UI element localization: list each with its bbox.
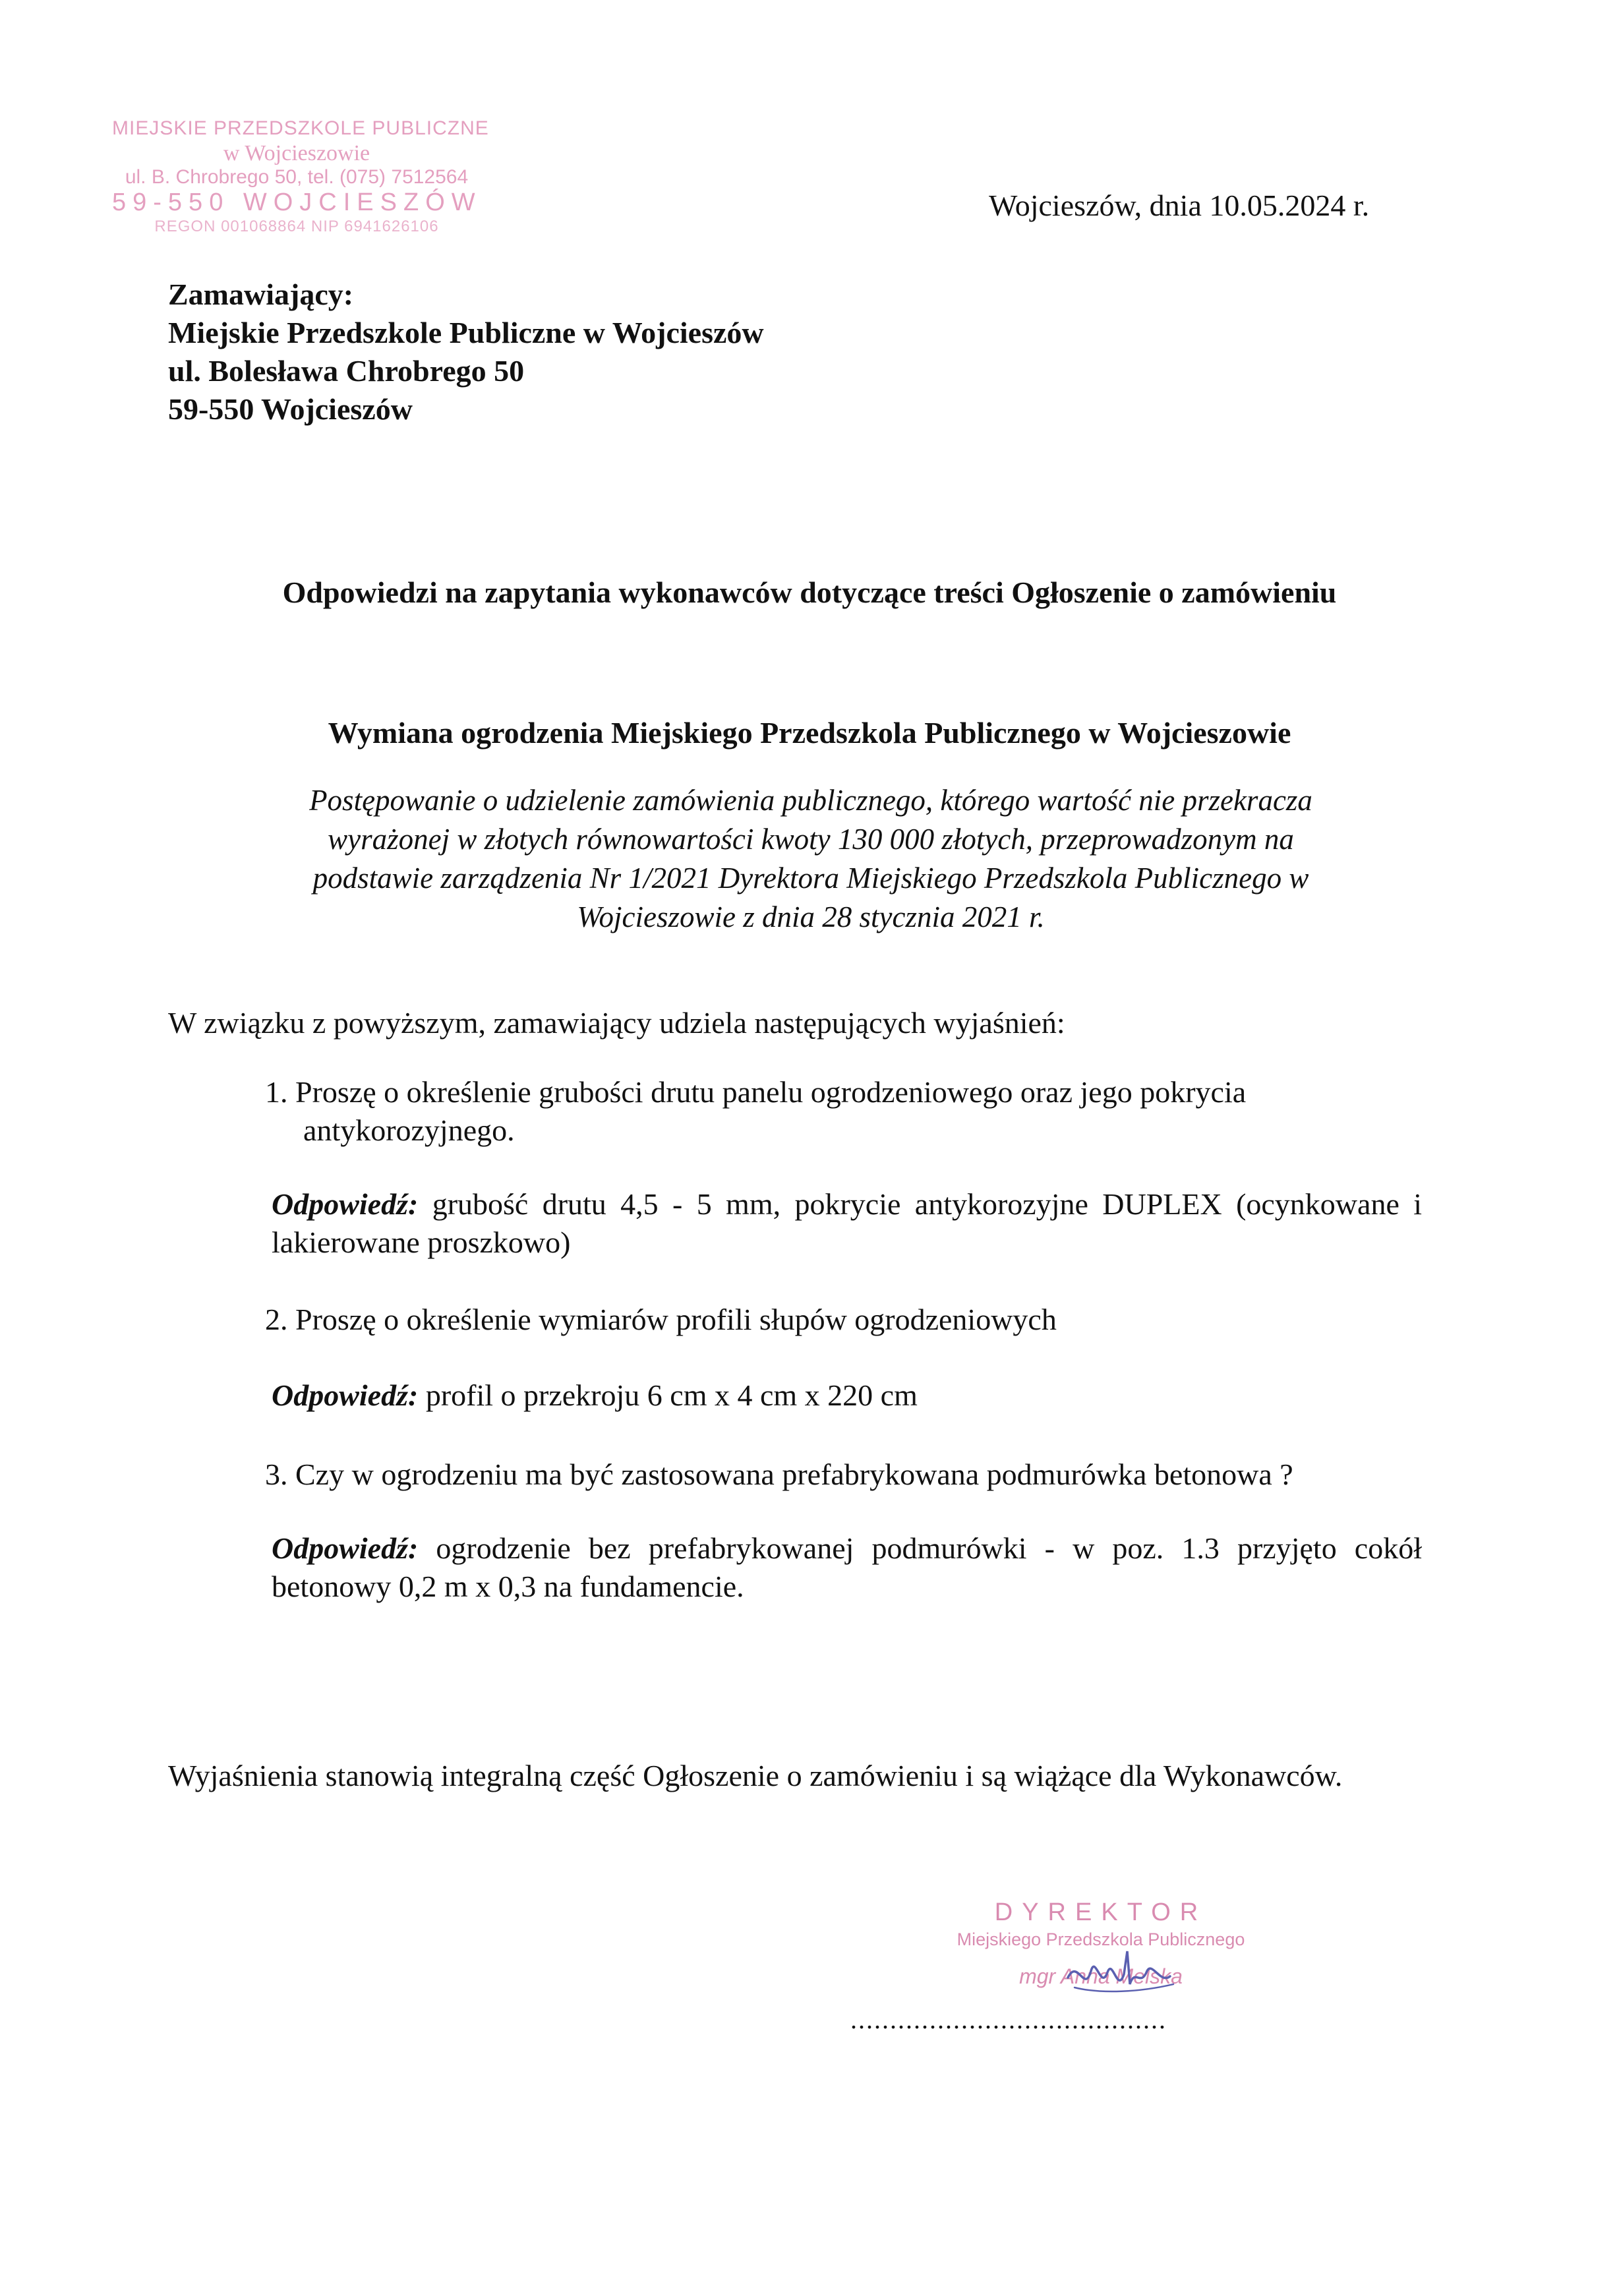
procedure-line: Postępowanie o udzielenie zamówienia publicznego, którego wartość nie przekracza	[309, 784, 1312, 817]
answer-1	[272, 1185, 1422, 1262]
answer-2	[272, 1376, 1422, 1415]
buyer-block	[168, 276, 764, 428]
director-title: DYREKTOR	[994, 1899, 1208, 1926]
procedure-line: Wojcieszowie z dnia 28 stycznia 2021 r.	[577, 900, 1045, 933]
director-name: mgr Anna Melska	[1019, 1964, 1183, 1988]
handwritten-signature	[1061, 1931, 1193, 2011]
signature-line: ........................................	[850, 2005, 1167, 2034]
answer-label: Odpowiedź:	[272, 1531, 419, 1565]
document-heading: Odpowiedzi na zapytania wykonawców dotyczące treści Ogłoszenie o zamówieniu	[282, 575, 1337, 609]
buyer-city: 59-550 Wojcieszów	[168, 392, 413, 426]
procurement-subject: Wymiana ogrodzenia Miejskiego Przedszkola Publicznego w Wojcieszowie	[328, 716, 1291, 750]
question-text: 1. Proszę o określenie grubości drutu panelu ogrodzeniowego oraz jego pokrycia	[265, 1075, 1247, 1109]
buyer-label: Zamawiający:	[168, 278, 354, 311]
answer-text: grubość drutu 4,5 - 5 mm, pokrycie antykorozyjne DUPLEX (ocynkowane i lakierowane proszkowo)	[272, 1187, 1422, 1259]
answer-3	[272, 1529, 1422, 1606]
buyer-street: ul. Bolesława Chrobrego 50	[168, 354, 525, 388]
question-text-cont: antykorozyjnego.	[303, 1113, 515, 1147]
procedure-line: wyrażonej w złotych równowartości kwoty 130 000 złotych, przeprowadzonym na	[328, 823, 1294, 856]
answer-text: ogrodzenie bez prefabrykowanej podmurówki - w poz. 1.3 przyjęto cokół betonowy 0,2 m x 0,3 na fundamencie.	[272, 1531, 1422, 1603]
stamp-line: 59-550 WOJCIESZÓW	[112, 189, 482, 217]
stamp-line: MIEJSKIE PRZEDSZKOLE PUBLICZNE	[112, 117, 489, 139]
answer-label: Odpowiedź:	[272, 1378, 419, 1412]
answer-label: Odpowiedź:	[272, 1187, 419, 1221]
stamp-line: ul. B. Chrobrego 50, tel. (075) 7512564	[125, 165, 469, 188]
stamp-line: w Wojcieszowie	[223, 140, 370, 165]
question-1	[265, 1073, 1422, 1150]
answer-text: profil o przekroju 6 cm x 4 cm x 220 cm	[418, 1378, 918, 1412]
stamp-line: REGON 001068864 NIP 6941626106	[154, 217, 439, 235]
question-2: 2. Proszę o określenie wymiarów profili słupów ogrodzeniowych	[265, 1303, 1057, 1336]
question-3: 3. Czy w ogrodzeniu ma być zastosowana prefabrykowana podmurówka betonowa ?	[265, 1457, 1293, 1491]
document-date: Wojcieszów, dnia 10.05.2024 r.	[989, 189, 1370, 222]
director-org: Miejskiego Przedszkola Publicznego	[957, 1929, 1245, 1949]
buyer-name: Miejskie Przedszkole Publiczne w Wojcieszów	[168, 316, 764, 349]
closing-statement: Wyjaśnienia stanowią integralną część Ogłoszenie o zamówieniu i są wiążące dla Wykonawców.	[168, 1759, 1343, 1792]
procedure-line: podstawie zarządzenia Nr 1/2021 Dyrektora Miejskiego Przedszkola Publicznego w	[312, 862, 1309, 895]
institution-stamp	[112, 117, 489, 235]
intro-text: W związku z powyższym, zamawiający udziela następujących wyjaśnień:	[168, 1006, 1065, 1040]
procedure-description	[185, 781, 1437, 937]
